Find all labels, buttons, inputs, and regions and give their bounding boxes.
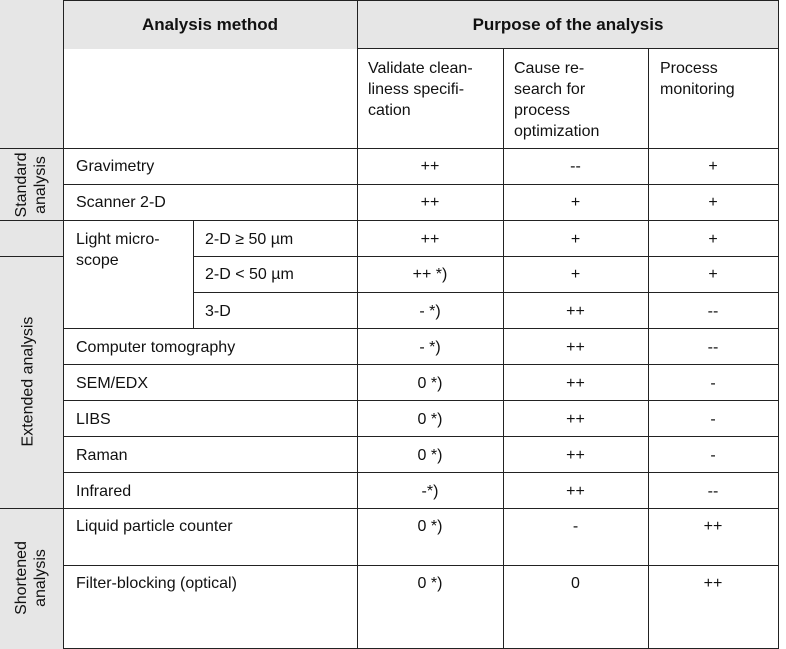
hline [0,220,779,221]
hline [63,364,779,365]
hline [63,436,779,437]
group-shortened-analysis: Shortened analysis [13,541,49,615]
vline [357,0,358,649]
hline [63,184,779,185]
vline [193,220,194,328]
vline [778,0,779,649]
hline [193,292,779,293]
group-extended-analysis: Extended analysis [19,316,37,447]
vline [63,0,64,649]
hline [193,256,779,257]
hline [63,565,779,566]
header-purpose: Purpose of the analysis [472,15,664,34]
hline [63,328,779,329]
hline [0,148,779,149]
group-standard-analysis: Standard analysis [13,152,49,218]
hline [63,0,779,1]
header-analysis-method: Analysis method [141,15,279,34]
hline [0,508,779,509]
hline [63,400,779,401]
hline [357,48,779,49]
hline [63,472,779,473]
